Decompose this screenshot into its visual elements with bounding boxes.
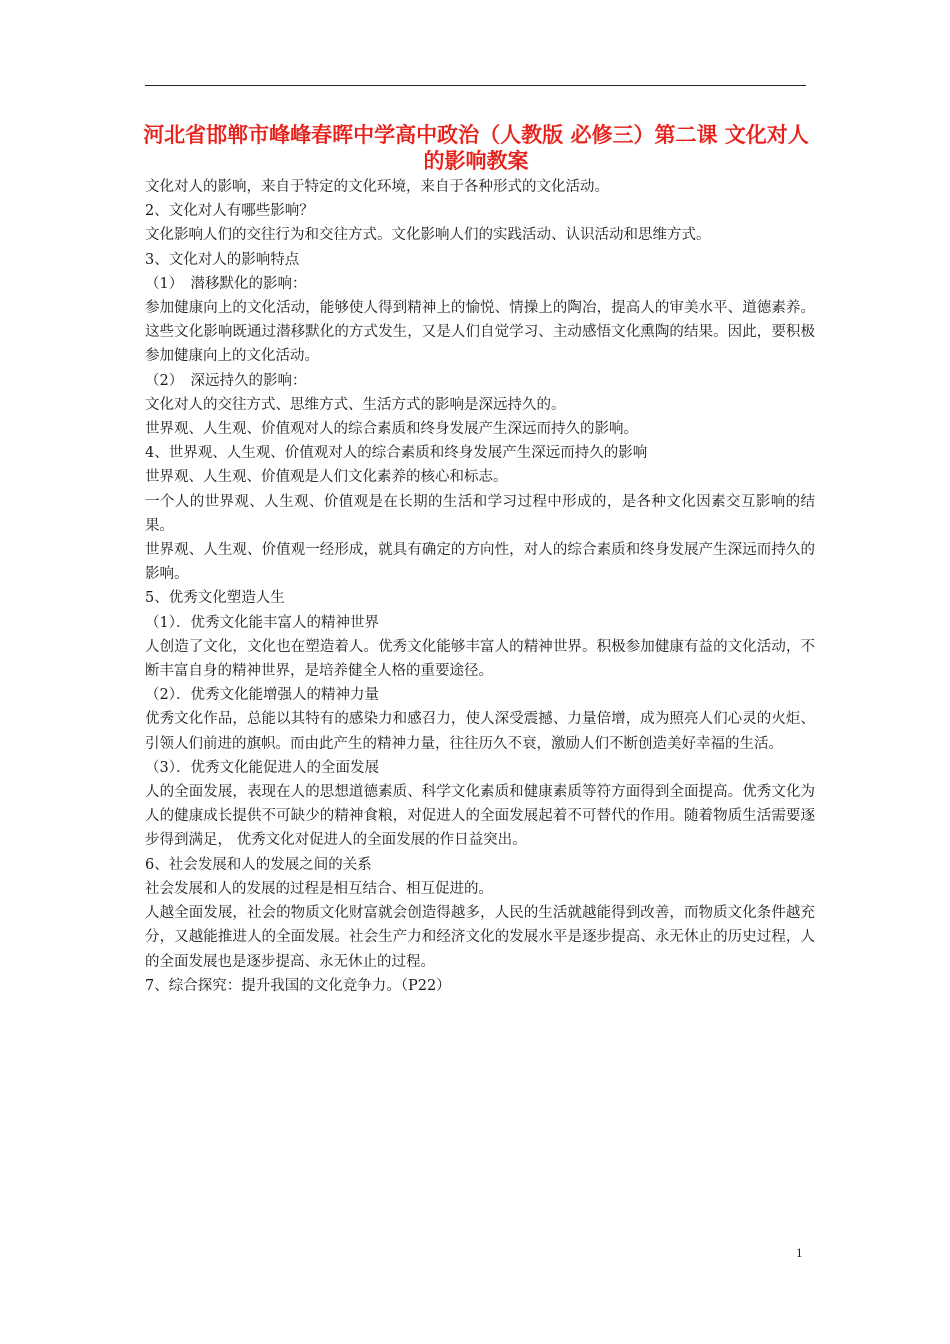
paragraph: 世界观、人生观、价值观是人们文化素养的核心和标志。	[145, 469, 508, 486]
paragraph: （1） 潜移默化的影响：	[145, 275, 307, 292]
paragraph: 优秀文化作品，总能以其特有的感染力和感召力，使人深受震撼、力量倍增，成为照亮人们心灵的火炬、引领人们前进的旗帜。而由此产生的精神力量，往往历久不衰，激励人们不断创造美好幸福的生活。	[145, 711, 815, 752]
paragraph: 人越全面发展，社会的物质文化财富就会创造得越多，人民的生活就越能得到改善，而物质文化条件越充分，又越能推进人的全面发展。社会生产力和经济文化的发展水平是逐步提高、永无休止的历史过程，人的全面发展也是逐步提高、永无休止的过程。	[145, 905, 815, 970]
paragraph: （2）．优秀文化能增强人的精神力量	[145, 687, 379, 704]
document-body	[145, 175, 815, 998]
paragraph: 2、文化对人有哪些影响？	[145, 203, 314, 220]
paragraph: 人的全面发展，表现在人的思想道德素质、科学文化素质和健康素质等符方面得到全面提高。优秀文化为人的健康成长提供不可缺少的精神食粮，对促进人的全面发展起着不可替代的作用。随着物质生活需要逐步得到满足， 优秀文化对促进人的全面发展的作日益突出。	[145, 784, 815, 849]
paragraph: 人创造了文化，文化也在塑造着人。优秀文化能够丰富人的精神世界。积极参加健康有益的文化活动，不断丰富自身的精神世界，是培养健全人格的重要途径。	[145, 638, 815, 680]
document-title: 河北省邯郸市峰峰春晖中学高中政治（人教版 必修三）第二课 文化对人的影响教案	[143, 122, 809, 173]
paragraph: 世界观、人生观、价值观对人的综合素质和终身发展产生深远而持久的影响。	[145, 421, 638, 438]
paragraph: 7、综合探究：提升我国的文化竞争力。（P22）	[145, 977, 451, 994]
paragraph: 社会发展和人的发展的过程是相互结合、相互促进的。	[145, 880, 493, 897]
paragraph: 文化对人的交往方式、思维方式、生活方式的影响是深远持久的。	[145, 396, 566, 413]
paragraph: 3、文化对人的影响特点	[145, 251, 300, 268]
paragraph: （3）．优秀文化能促进人的全面发展	[145, 759, 379, 776]
paragraph: 5、优秀文化塑造人生	[145, 590, 285, 607]
page-number: 1	[796, 1245, 803, 1260]
paragraph: 文化影响人们的交往行为和交往方式。文化影响人们的实践活动、认识活动和思维方式。	[145, 227, 711, 244]
paragraph: 参加健康向上的文化活动，能够使人得到精神上的愉悦、情操上的陶冶，提高人的审美水平、道德素养。这些文化影响既通过潜移默化的方式发生，又是人们自觉学习、主动感悟文化熏陶的结果。因此，要积极参加健康向上的文化活动。	[145, 300, 815, 365]
paragraph: 文化对人的影响，来自于特定的文化环境，来自于各种形式的文化活动。	[145, 179, 609, 195]
paragraph: （2） 深远持久的影响：	[145, 372, 307, 389]
paragraph: （1）．优秀文化能丰富人的精神世界	[145, 614, 379, 631]
paragraph: 4、世界观、人生观、价值观对人的综合素质和终身发展产生深远而持久的影响	[145, 445, 648, 462]
header-rule	[145, 85, 806, 86]
paragraph: 一个人的世界观、人生观、价值观是在长期的生活和学习过程中形成的，是各种文化因素交互影响的结果。	[145, 493, 815, 534]
paragraph: 6、社会发展和人的发展之间的关系	[145, 856, 372, 873]
paragraph: 世界观、人生观、价值观一经形成，就具有确定的方向性，对人的综合素质和终身发展产生深远而持久的影响。	[145, 542, 815, 583]
